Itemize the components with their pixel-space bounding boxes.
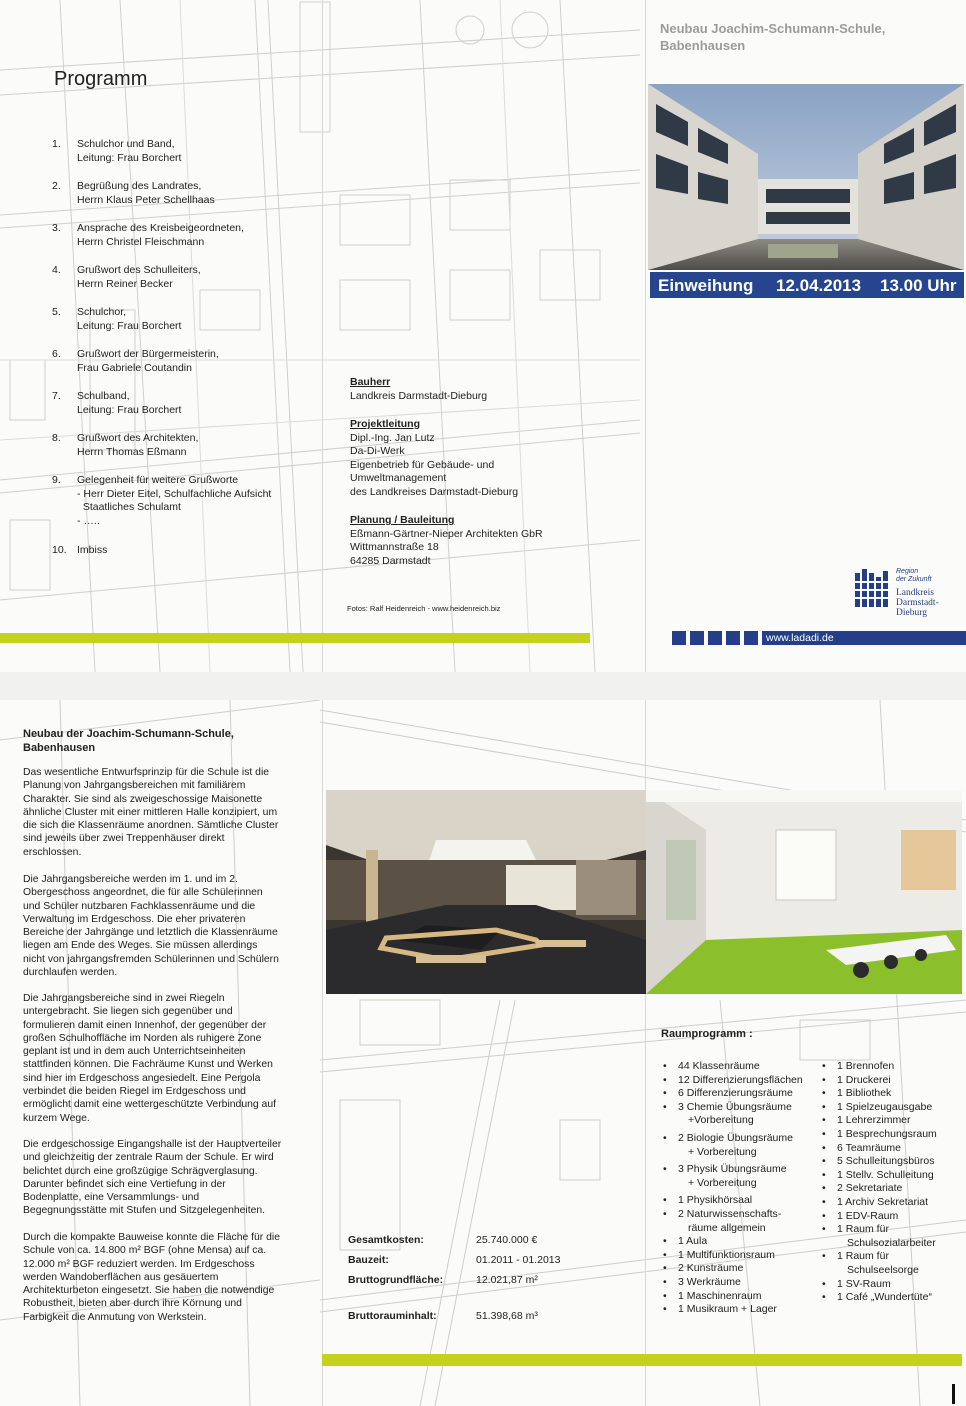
program-item-number: 6.: [52, 348, 61, 360]
paragraph-line: belichtet durch eine großzügige Schrägverglasung.: [23, 1165, 258, 1177]
program-item-line: - Herr Dieter Eitel, Schulfachliche Aufsicht: [77, 487, 272, 500]
logo-tagline: [896, 568, 931, 584]
inside-title-line: Babenhausen: [23, 742, 96, 754]
raumprogramm-list-right: [822, 1060, 962, 1305]
paragraph-line: Bereiche der Jahrgänge und letztlich die Klassenräume: [23, 927, 278, 939]
description-paragraph: [23, 766, 305, 859]
room-item-line: • 1 Archiv Sekretariat: [837, 1195, 929, 1208]
program-item-line: Grußwort der Bürgermeisterin,: [77, 348, 219, 360]
program-item: [52, 432, 332, 459]
raumprogramm-title: Raumprogramm :: [661, 1028, 753, 1040]
classroom-photo: [646, 790, 962, 994]
room-item-line: räume allgemein: [688, 1221, 766, 1234]
paragraph-line: sind hier im Erdgeschoss angesiedelt. Eine Pergola: [23, 1072, 261, 1084]
program-item: [52, 474, 332, 528]
inside-title-line: Neubau der Joachim-Schumann-Schule,: [23, 728, 234, 740]
credits-block: [350, 376, 630, 568]
paragraph-line: Architekturbeton eingesetzt. Sie haben die notwendige: [23, 1285, 275, 1297]
cost-label: Bauzeit:: [348, 1254, 389, 1266]
logo-tagline-line: der Zukunft: [896, 576, 932, 583]
program-item-line: - …..: [77, 514, 100, 527]
program-item: [52, 222, 332, 249]
program-item-line: Ansprache des Kreisbeigeordneten,: [77, 222, 244, 234]
room-item-line: • 2 Sekretariate: [837, 1182, 903, 1195]
paragraph-line: Farbigkeit die Anmutung von Werkstein.: [23, 1311, 207, 1323]
room-item-line: +Vorbereitung: [688, 1114, 754, 1127]
room-item: [663, 1262, 823, 1276]
program-item-line: Gelegenheit für weitere Grußworte: [77, 474, 239, 486]
room-item: [822, 1223, 962, 1250]
room-item: [822, 1291, 962, 1305]
paragraph-line: nicht von jahrgangsfremden Schülerinnen und Schülern: [23, 953, 279, 965]
paragraph-line: erschlossen.: [23, 846, 82, 858]
room-item: [822, 1101, 962, 1115]
room-item: [822, 1074, 962, 1088]
paragraph-line: liegen am Ende des Weges. Sie müssen allerdings: [23, 940, 258, 952]
room-item-line: + Vorbereitung: [688, 1145, 757, 1158]
cost-value: 01.2011 - 01.2013: [476, 1254, 561, 1266]
program-title: Programm: [54, 68, 148, 90]
room-item: [822, 1155, 962, 1169]
paragraph-line: und gleichzeitig der zentrale Raum der Schule. Er wird: [23, 1152, 274, 1164]
paragraph-line: Die erdgeschossige Eingangshalle ist der Hauptverteiler: [23, 1139, 282, 1150]
cover-title-line: Babenhausen: [660, 38, 746, 53]
room-item-line: • 2 Naturwissenschafts-: [678, 1207, 782, 1220]
room-item: [822, 1169, 962, 1183]
bar-square: [744, 631, 758, 645]
program-item-number: 8.: [52, 432, 61, 444]
paragraph-line: Begegnungsstätte mit Stufen und Sitzgelegenheiten.: [23, 1205, 266, 1217]
paragraph-line: Verwaltung im Erdgeschoss. Die eher privateren: [23, 913, 246, 925]
paragraph-line: ermöglicht damit eine wettergeschützte Verbindung auf: [23, 1099, 276, 1111]
cost-label: Gesamtkosten:: [348, 1234, 424, 1246]
photo-credit: Fotos: Ralf Heidenreich - www.heidenreich.biz: [347, 604, 501, 613]
room-item-line: • 6 Differenzierungsräume: [678, 1087, 793, 1100]
paragraph-line: und Schüler nutzbaren Fachklassenräume und die: [23, 900, 256, 912]
banner-date: 12.04.2013: [776, 276, 862, 295]
program-item-number: 1.: [52, 138, 61, 150]
program-item: [52, 306, 332, 333]
banner-time: 13.00 Uhr: [880, 276, 957, 295]
room-item: [822, 1182, 962, 1196]
planung-heading: Planung / Bauleitung: [350, 514, 455, 526]
program-item-line: Staatliches Schulamt: [77, 501, 181, 513]
program-item: [52, 264, 332, 291]
room-item: [663, 1101, 823, 1128]
room-item: [822, 1060, 962, 1074]
banner-label: Einweihung: [658, 276, 754, 295]
room-item-line: • 1 Lehrerzimmer: [837, 1114, 911, 1127]
planung-line: Eßmann-Gärtner-Nieper Architekten GbR: [350, 527, 543, 540]
program-item-number: 7.: [52, 390, 61, 402]
room-item-line: • 1 Multifunktionsraum: [678, 1248, 775, 1261]
room-item: [822, 1087, 962, 1101]
program-item-line: Leitung: Frau Borchert: [77, 403, 182, 416]
inauguration-banner: [650, 272, 964, 298]
brochure-inside: [0, 700, 966, 1406]
room-item: [822, 1250, 962, 1277]
room-item-line: Schulsozialarbeiter: [847, 1236, 936, 1249]
paragraph-line: Durch die kompakte Bauweise konnte die Fläche für die: [23, 1232, 281, 1243]
paragraph-line: die sich die Klassenräume anordnen. Sämtliche Cluster: [23, 820, 279, 832]
room-item-line: • 3 Werkräume: [678, 1275, 741, 1288]
bauherr-value: Landkreis Darmstadt-Dieburg: [350, 389, 488, 402]
room-item: [822, 1128, 962, 1142]
program-item: [52, 348, 332, 375]
room-item-line: • 1 Bibliothek: [837, 1087, 892, 1100]
logo-tagline-line: Region: [896, 568, 919, 575]
room-item-line: • 2 Kunsträume: [678, 1262, 744, 1275]
entrance-hall-photo: [326, 790, 646, 994]
room-item-line: Schulseelsorge: [847, 1263, 919, 1276]
paragraph-line: werden Wandoberflächen aus gesäuertem: [23, 1271, 219, 1283]
landkreis-logo-icon: [855, 567, 893, 607]
paragraph-line: Charakter. Sie sind als zweigeschossige Maisonette: [23, 793, 263, 805]
projektleitung-line: Umweltmanagement: [350, 472, 447, 484]
projektleitung-heading: Projektleitung: [350, 418, 421, 430]
program-item-line: Grußwort des Schulleiters,: [77, 264, 201, 276]
room-item: [822, 1196, 962, 1210]
program-item-number: 4.: [52, 264, 61, 276]
description-paragraph: [23, 992, 305, 1125]
program-item-line: Herrn Thomas Eßmann: [77, 445, 187, 458]
program-item-line: Herrn Reiner Becker: [77, 277, 173, 290]
room-item-line: • 6 Teamräume: [837, 1141, 902, 1154]
program-item-line: Leitung: Frau Borchert: [77, 151, 182, 164]
room-item-line: • 1 Brennofen: [837, 1060, 895, 1072]
room-item: [663, 1132, 823, 1159]
projektleitung-line: Dipl.-Ing. Jan Lutz: [350, 431, 435, 444]
lime-stripe: [0, 633, 590, 643]
program-item-line: Schulchor,: [77, 306, 127, 318]
room-item: [663, 1208, 823, 1235]
paragraph-line: sind jeweils über zwei Treppenhäuser direkt: [23, 833, 225, 845]
room-item-line: • 1 EDV-Raum: [837, 1209, 899, 1222]
room-item: [822, 1210, 962, 1224]
room-item: [663, 1249, 823, 1263]
paragraph-line: Das wesentliche Entwurfsprinzip für die Schule ist die: [23, 767, 270, 778]
website-link[interactable]: www.ladadi.de: [766, 632, 834, 644]
description-paragraph: [23, 1231, 305, 1324]
projektleitung-line: Da-Di-Werk: [350, 445, 405, 457]
program-item-line: Leitung: Frau Borchert: [77, 319, 182, 332]
cover-title: [660, 20, 885, 54]
program-item-line: Herrn Christel Fleischmann: [77, 235, 205, 248]
paragraph-line: Darunter befindet sich eine Vertiefung in der: [23, 1178, 226, 1190]
bar-square: [690, 631, 704, 645]
room-item: [822, 1278, 962, 1292]
room-item-line: • 1 Druckerei: [837, 1073, 891, 1086]
room-item-line: • 2 Biologie Übungsräume: [678, 1131, 793, 1144]
cost-value: 12.021,87 m²: [476, 1274, 538, 1286]
paragraph-line: formulieren damit einen Innenhof, der gegenüber der: [23, 1019, 267, 1031]
logo-name-line: Landkreis: [896, 588, 934, 598]
room-item: [663, 1060, 823, 1074]
room-item-line: • 3 Physik Übungsräume: [678, 1163, 787, 1176]
bar-square: [726, 631, 740, 645]
lime-stripe: [322, 1354, 962, 1366]
cost-label: Bruttogrundfläche:: [348, 1274, 444, 1286]
room-item-line: • 3 Chemie Übungsräume: [678, 1100, 792, 1113]
paragraph-line: Planung von Jahrgangsbereichen mit familiärem: [23, 780, 246, 792]
paragraph-line: Schule von ca. 14.800 m² BGF (ohne Mensa) auf ca.: [23, 1245, 267, 1257]
room-item-line: • 1 Café „Wundertüte“: [837, 1291, 932, 1304]
paragraph-line: Die Jahrgangsbereiche sind in zwei Riegeln: [23, 993, 225, 1004]
room-item-line: • 1 Raum für: [837, 1223, 889, 1236]
bar-square: [672, 631, 686, 645]
planung-line: Wittmannstraße 18: [350, 541, 439, 553]
room-item: [663, 1074, 823, 1088]
projektleitung-line: Eigenbetrieb für Gebäude- und: [350, 458, 495, 471]
paragraph-line: Bodenplatte, eine Versammlungs- und: [23, 1192, 200, 1204]
inside-title: [23, 727, 234, 755]
program-item: [52, 390, 332, 417]
cost-value: 25.740.000 €: [476, 1234, 538, 1246]
program-item-line: Imbiss: [77, 544, 108, 556]
room-item-line: • 1 Besprechungsraum: [837, 1127, 937, 1140]
room-item-line: • 1 Maschinenraum: [678, 1289, 762, 1302]
paragraph-line: großen Schulhoffläche im Norden als ruhigere Zone: [23, 1032, 262, 1044]
logo-name: [896, 588, 966, 618]
paragraph-line: Robustheit, bieten aber durch ihre Körnung und: [23, 1298, 242, 1310]
room-item: [663, 1276, 823, 1290]
program-item-number: 9.: [52, 474, 61, 486]
room-item-line: + Vorbereitung: [688, 1176, 757, 1189]
program-item-number: 10.: [52, 544, 67, 556]
logo-name-line: Darmstadt-Dieburg: [896, 598, 939, 618]
paragraph-line: geplant ist und in dem auch Unterrichtseinheiten: [23, 1046, 246, 1058]
room-item-line: • 1 Spielzeugausgabe: [837, 1100, 933, 1113]
program-item-line: Frau Gabriele Coutandin: [77, 361, 192, 374]
program-item-line: Begrüßung des Landrates,: [77, 180, 202, 192]
projektleitung-line: des Landkreises Darmstadt-Dieburg: [350, 485, 519, 498]
room-item-line: • 1 Musikraum + Lager: [678, 1303, 777, 1316]
program-item: [52, 180, 332, 207]
program-item-number: 5.: [52, 306, 61, 318]
cost-value: 51.398,68 m³: [476, 1310, 538, 1322]
room-item-line: • 12 Differenzierungsflächen: [678, 1073, 803, 1086]
raumprogramm-list-left: [663, 1060, 823, 1317]
room-item: [822, 1142, 962, 1156]
paragraph-line: stattfinden können. Die Fachräume Kunst und Werken: [23, 1059, 273, 1071]
room-item-line: • 1 Physikhörsaal: [678, 1194, 753, 1207]
program-item-number: 3.: [52, 222, 61, 234]
program-item-line: Herrn Klaus Peter Schellhaas: [77, 193, 215, 206]
room-item: [663, 1235, 823, 1249]
program-item-line: Schulchor und Band,: [77, 138, 175, 150]
room-item-line: • 1 Raum für: [837, 1250, 889, 1263]
paragraph-line: untergebracht. Sie liegen sich gegenüber und: [23, 1006, 233, 1018]
description-paragraph: [23, 873, 305, 979]
paragraph-line: 12.000 m² BGF reduziert werden. Im Erdgeschoss: [23, 1258, 255, 1270]
bauherr-heading: Bauherr: [350, 376, 391, 388]
room-item: [663, 1303, 823, 1317]
room-item-line: • 1 Aula: [678, 1235, 708, 1248]
room-item-line: • 44 Klassenräume: [678, 1060, 760, 1072]
room-item: [663, 1087, 823, 1101]
paragraph-line: verbindet die beiden Riegel im Erdgeschoss und: [23, 1086, 246, 1098]
planung-line: 64285 Darmstadt: [350, 554, 431, 567]
room-item-line: • 1 SV-Raum: [837, 1277, 891, 1290]
program-item-number: 2.: [52, 180, 61, 192]
paragraph-line: ähnliche Cluster mit einer mittleren Halle konzipiert, um: [23, 806, 278, 818]
brochure-outside: [0, 0, 966, 672]
program-item: [52, 544, 332, 558]
room-item: [663, 1194, 823, 1208]
room-item: [822, 1114, 962, 1128]
description-paragraph: [23, 1138, 305, 1218]
room-item-line: • 1 Stellv. Schulleitung: [837, 1168, 934, 1181]
courtyard-photo: [648, 84, 964, 270]
room-item-line: • 5 Schulleitungsbüros: [837, 1155, 935, 1168]
program-item-line: Grußwort des Architekten,: [77, 432, 199, 444]
paragraph-line: Die Jahrgangsbereiche werden im 1. und im 2.: [23, 874, 238, 885]
room-item: [663, 1290, 823, 1304]
website-bar: [762, 631, 966, 645]
program-item: [52, 138, 332, 165]
paragraph-line: Obergeschoss angeordnet, die für alle Schülerinnen: [23, 887, 263, 899]
program-item-line: Schulband,: [77, 390, 130, 402]
cover-title-line: Neubau Joachim-Schumann-Schule,: [660, 21, 886, 36]
cost-label: Bruttorauminhalt:: [348, 1310, 437, 1322]
paragraph-line: durchlaufen werden.: [23, 967, 118, 979]
paragraph-line: kurzem Wege.: [23, 1112, 90, 1124]
bar-square: [708, 631, 722, 645]
room-item: [663, 1163, 823, 1190]
